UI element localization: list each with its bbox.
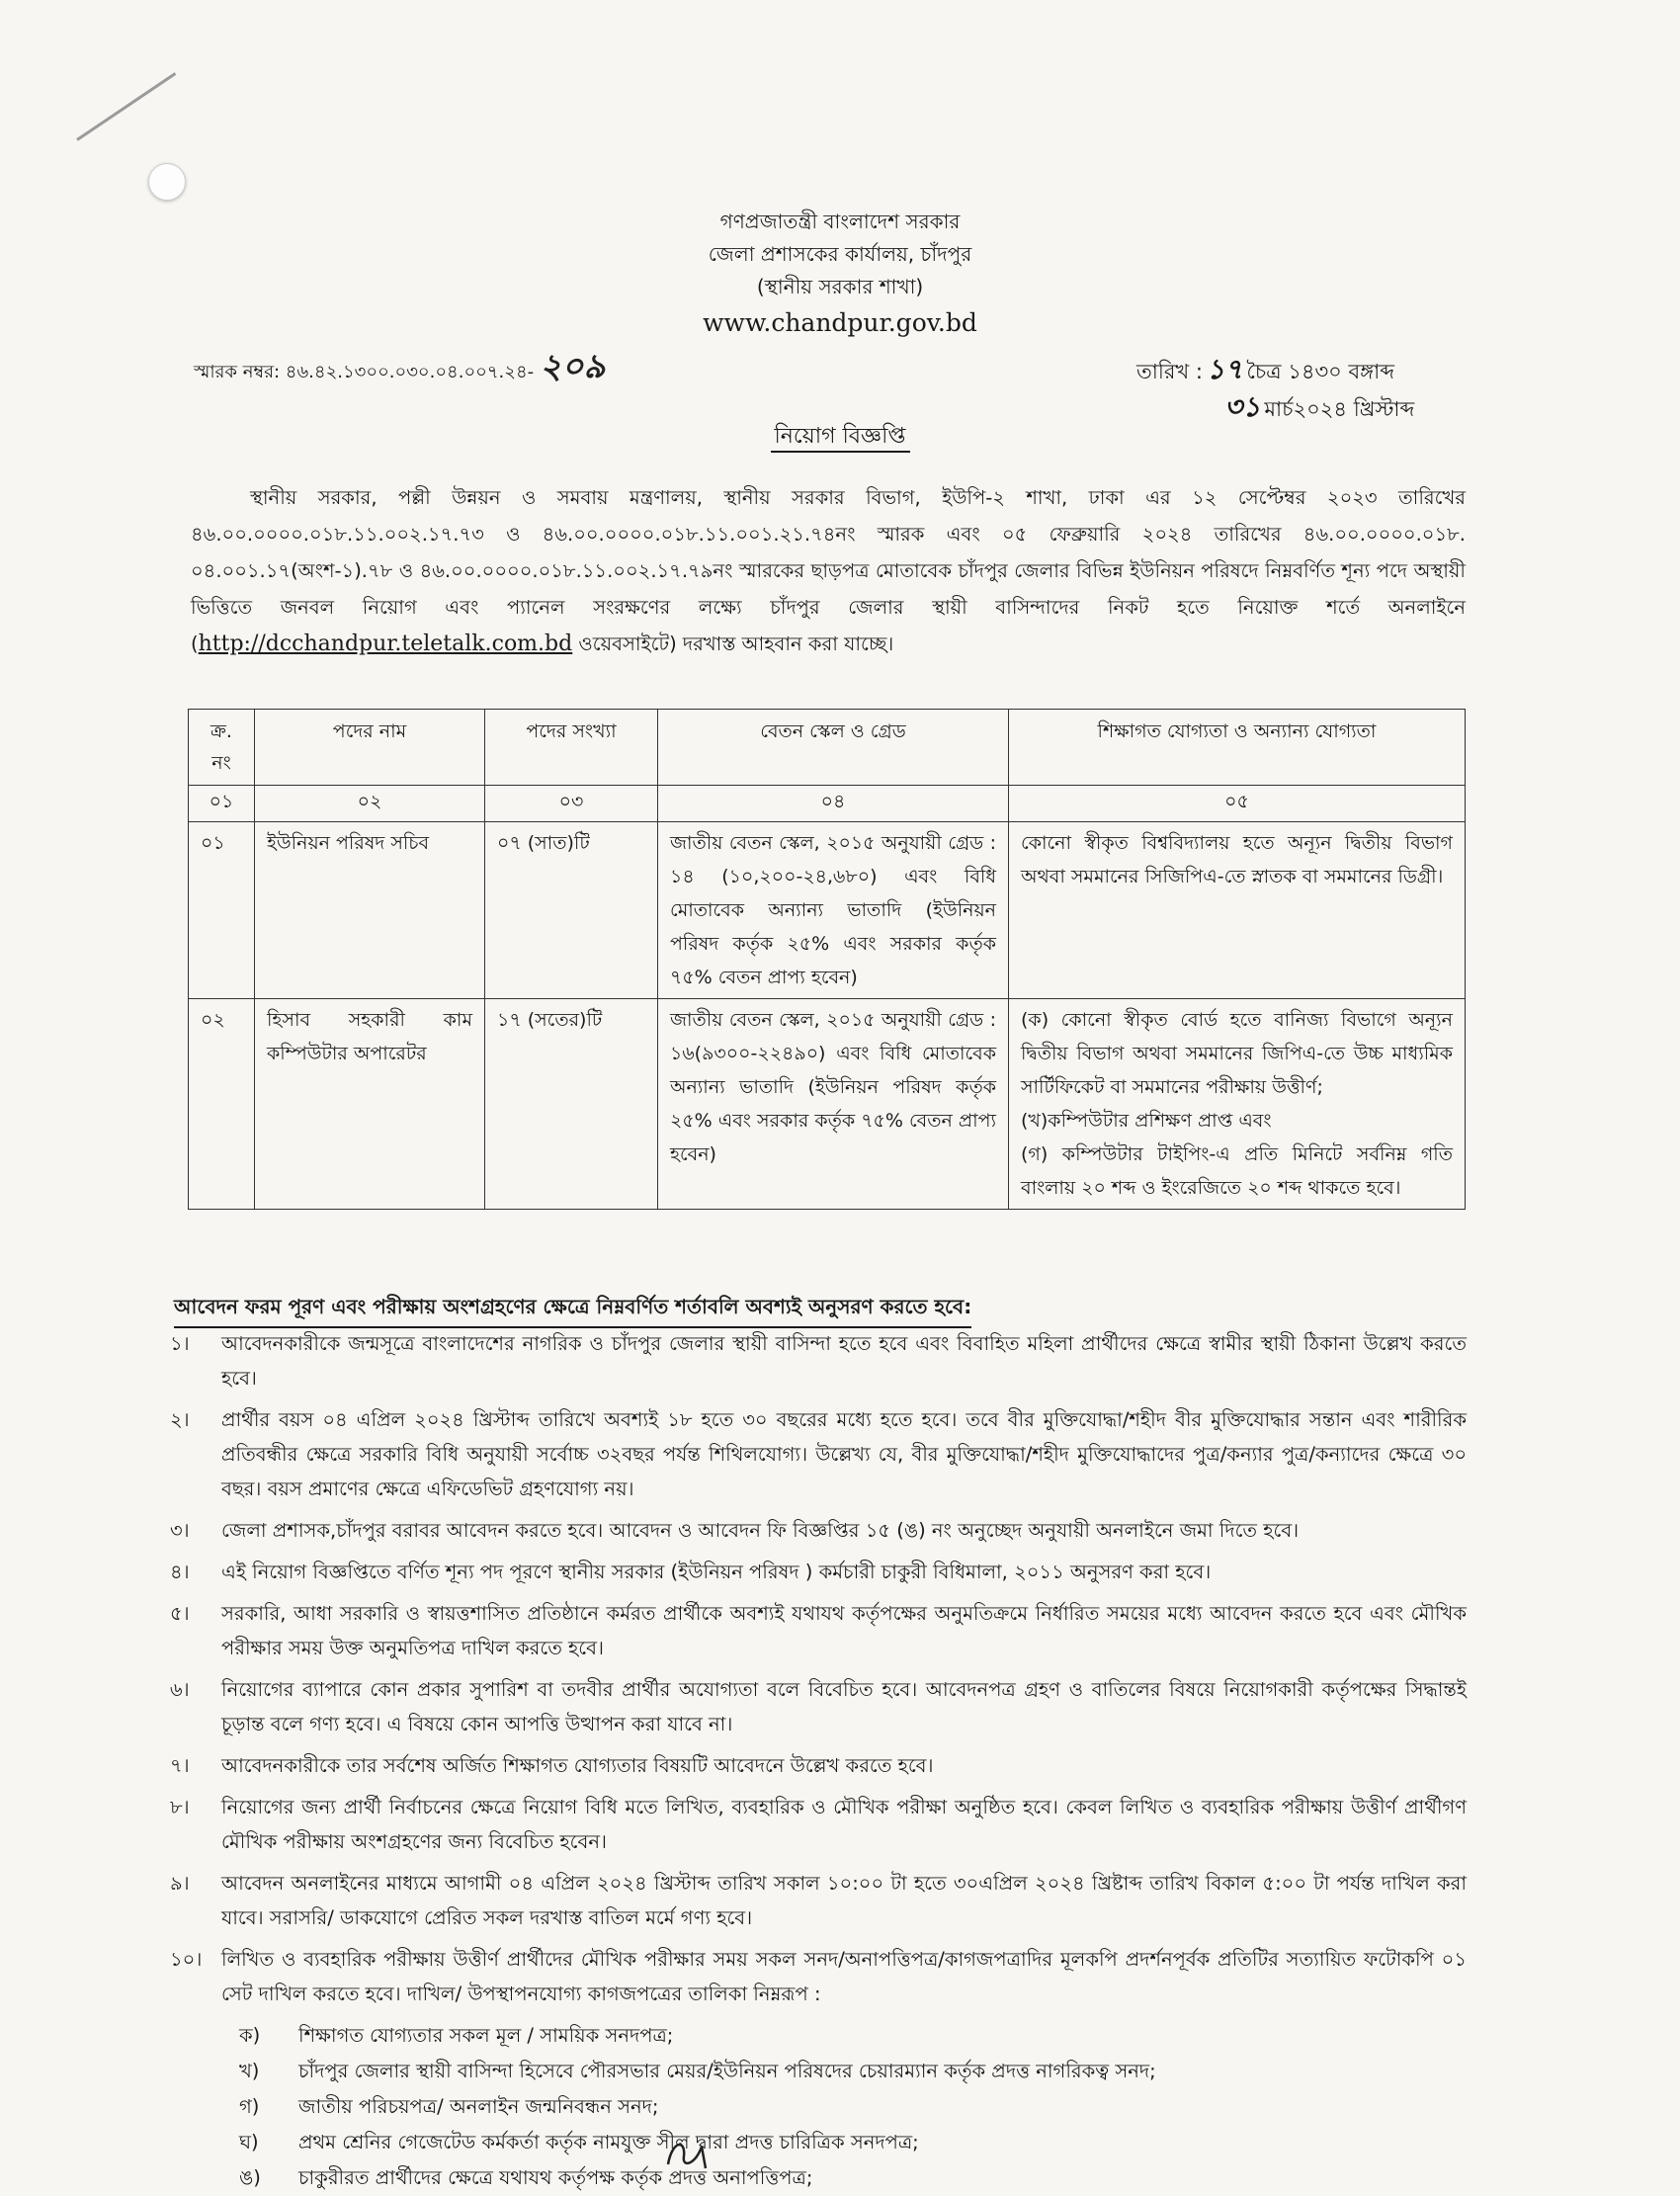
row-qualification: কোনো স্বীকৃত বিশ্ববিদ্যালয় হতে অন্যূন দ্বিতীয় বিভাগ অথবা সমমানের সিজিপিএ-তে স্নাতক বা সমমানের ডিগ্রী।: [1009, 822, 1466, 999]
condition-text: আবেদন অনলাইনের মাধ্যমে আগামী ০৪ এপ্রিল ২০২৪ খ্রিস্টাব্দ তারিখ সকাল ১০:০০ টা হতে ৩০এপ্রিল ২০২৪ খ্রিষ্টাব্দ তারিখ বিকাল ৫:০০ টা পর্যন্ত দাখিল করা যাবে। সরাসরি/ ডাকযোগে প্রেরিত সকল দরখাস্ত বাতিল মর্মে গণ্য হবে।: [221, 1872, 1467, 1929]
document-item: [239, 2054, 1467, 2089]
header-serial: ক্র. নং: [189, 710, 255, 786]
notice-title-text: নিয়োগ বিজ্ঞপ্তি: [771, 424, 910, 453]
scratch-mark: [76, 72, 176, 141]
condition-number: ৯।: [170, 1872, 190, 1895]
document-text: শিক্ষাগত যোগ্যতার সকল মূল / সাময়িক সনদপত্র;: [298, 2024, 674, 2047]
website-link[interactable]: www.chandpur.gov.bd: [703, 308, 977, 337]
document-text: প্রথম শ্রেনির গেজেটেড কর্মকর্তা কর্তৃক নামযুক্ত সীল দ্বারা প্রদত্ত চারিত্রিক সনদপত্র;: [298, 2131, 919, 2154]
document-text: জাতীয় পরিচয়পত্র/ অনলাইন জন্মনিবন্ধন সনদ;: [298, 2095, 659, 2118]
condition-item: [170, 1672, 1467, 1741]
qualification-b: (খ)কম্পিউটার প্রশিক্ষণ প্রাপ্ত এবং: [1021, 1110, 1272, 1132]
condition-text: জেলা প্রশাসক,চাঁদপুর বরাবর আবেদন করতে হবে। আবেদন ও আবেদন ফি বিজ্ঞপ্তির ১৫ (ঙ) নং অনুচ্ছেদ অনুযায়ী অনলাইনে জমা দিতে হবে।: [221, 1519, 1300, 1542]
condition-number: ৫।: [170, 1602, 190, 1625]
header-post-count: পদের সংখ্যা: [485, 710, 658, 786]
header-qualification: শিক্ষাগত যোগ্যতা ও অন্যান্য যোগ্যতা: [1009, 710, 1466, 786]
condition-text: লিখিত ও ব্যবহারিক পরীক্ষায় উত্তীর্ণ প্রার্থীদের মৌখিক পরীক্ষার সময় সকল সনদ/অনাপত্তিপত্র/কাগজপত্রাদির মূলকপি প্রদর্শনপূর্বক প্রতিটির সত্যায়িত ফটোকপি ০১ সেট দাখিল করতে হবে। দাখিল/ উপস্থাপনযোগ্য কাগজপত্রের তালিকা নিম্নরূপ :: [221, 1948, 1467, 2005]
document-item: [239, 2125, 1467, 2160]
table-header-row: [189, 710, 1466, 786]
document-letter: গ): [239, 2095, 260, 2118]
row-post-count: ১৭ (সতের)টি: [485, 999, 658, 1210]
document-text: চাঁদপুর জেলার স্থায়ী বাসিন্দা হিসেবে পৌরসভার মেয়র/ইউনিয়ন পরিষদের চেয়ারম্যান কর্তৃক প্রদত্ত নাগরিকত্ব সনদ;: [298, 2060, 1156, 2082]
govt-name: গণপ্রজাতন্ত্রী বাংলাদেশ সরকার: [719, 210, 961, 233]
condition-item: [170, 1326, 1467, 1395]
condition-item: [170, 1555, 1467, 1589]
date-english-rest: মার্চ২০২৪ খ্রিস্টাব্দ: [1264, 397, 1415, 421]
condition-number: ৪।: [170, 1561, 190, 1583]
condition-text: আবেদনকারীকে তার সর্বশেষ অর্জিত শিক্ষাগত যোগ্যতার বিষয়টি আবেদনে উল্লেখ করতে হবে।: [221, 1754, 934, 1777]
documents-list: [239, 2018, 1467, 2196]
conditions-list: [170, 1326, 1467, 2196]
letterhead: [0, 206, 1680, 343]
col-number: ০৩: [485, 786, 658, 822]
condition-item: [170, 1942, 1467, 2011]
document-letter: ঘ): [239, 2131, 259, 2154]
memo-label: স্মারক নম্বর: ৪৬.৪২.১৩০০.০৩০.০৪.০০৭.২৪-: [194, 362, 535, 382]
condition-number: ৮।: [170, 1796, 190, 1818]
col-number: ০৫: [1009, 786, 1466, 822]
condition-number: ৬।: [170, 1678, 190, 1701]
condition-item: [170, 1790, 1467, 1859]
application-link[interactable]: http://dcchandpur.teletalk.com.bd: [198, 632, 573, 656]
document-letter: ঙ): [239, 2166, 261, 2189]
condition-text: সরকারি, আধা সরকারি ও স্বায়ত্তশাসিত প্রতিষ্ঠানে কর্মরত প্রার্থীকে অবশ্যই যথাযথ কর্তৃপক্ষের অনুমতিক্রমে নির্ধারিত সময়ের মধ্যে আবেদন করতে হবে এবং মৌখিক পরীক্ষার সময় উক্ত অনুমতিপত্র দাখিল করতে হবে।: [221, 1602, 1467, 1659]
punch-hole: [148, 163, 186, 201]
col-number: ০১: [189, 786, 255, 822]
section-name: (স্থানীয় সরকার শাখা): [756, 275, 924, 298]
document-text: চাকুরীরত প্রার্থীদের ক্ষেত্রে যথাযথ কর্তৃপক্ষ কর্তৃক প্রদত্ত অনাপত্তিপত্র;: [298, 2166, 813, 2189]
condition-text: প্রার্থীর বয়স ০৪ এপ্রিল ২০২৪ খ্রিস্টাব্দ তারিখে অবশ্যই ১৮ হতে ৩০ বছরের মধ্যে হতে হবে। তবে বীর মুক্তিযোদ্ধা/শহীদ বীর মুক্তিযোদ্ধার সন্তান এবং শারীরিক প্রতিবন্ধীর ক্ষেত্রে সরকারি বিধি অনুযায়ী সর্বোচ্চ ৩২বছর পর্যন্ত শিথিলযোগ্য। উল্লেখ্য যে, বীর মুক্তিযোদ্ধা/শহীদ মুক্তিযোদ্ধাদের পুত্র/কন্যার পুত্র/কন্যাদের ক্ষেত্রে ৩০ বছর। বয়স প্রমাণের ক্ষেত্রে এফিডেভিট গ্রহণযোগ্য নয়।: [221, 1408, 1467, 1500]
row-pay-scale: জাতীয় বেতন স্কেল, ২০১৫ অনুযায়ী গ্রেড : ১৪ (১০,২০০-২৪,৬৮০) এবং বিধি মোতাবেক অন্যান্য ভাতাদি (ইউনিয়ন পরিষদ কর্তৃক ২৫% এবং সরকার কর্তৃক ৭৫% বেতন প্রাপ্য হবেন): [658, 822, 1009, 999]
row-serial: ০২: [189, 999, 255, 1210]
document-item: [239, 2089, 1467, 2125]
condition-number: ১।: [170, 1332, 190, 1355]
signature-mark: [662, 2135, 721, 2170]
condition-text: নিয়োগের ব্যাপারে কোন প্রকার সুপারিশ বা তদবীর প্রার্থীর অযোগ্যতা বলে বিবেচিত হবে। আবেদনপত্র গ্রহণ ও বাতিলের বিষয়ে নিয়োগকারী কর্তৃপক্ষের সিদ্ধান্তই চূড়ান্ত বলে গণ্য হবে। এ বিষয়ে কোন আপত্তি উত্থাপন করা যাবে না।: [221, 1678, 1467, 1735]
condition-item: [170, 1866, 1467, 1935]
row-post-name: হিসাব সহকারী কাম কম্পিউটার অপারেটর: [255, 999, 485, 1210]
table-number-row: [189, 786, 1466, 822]
document-letter: ক): [239, 2024, 261, 2047]
condition-item: [170, 1596, 1467, 1665]
date-bangla-rest: চৈত্র ১৪৩০ বঙ্গাব্দ: [1246, 360, 1394, 383]
table-row: [189, 822, 1466, 999]
office-name: জেলা প্রশাসকের কার্যালয়, চাঁদপুর: [708, 242, 972, 266]
condition-text: এই নিয়োগ বিজ্ঞপ্তিতে বর্ণিত শূন্য পদ পূরণে স্থানীয় সরকার (ইউনিয়ন পরিষদ ) কর্মচারী চাকুরী বিধিমালা, ২০১১ অনুসরণ করা হবে।: [221, 1561, 1212, 1583]
date-english-day: ৩১: [1224, 390, 1261, 423]
condition-item: [170, 1513, 1467, 1548]
condition-number: ৭।: [170, 1754, 190, 1777]
row-qualification: [1009, 999, 1466, 1210]
posts-table: [188, 709, 1466, 1210]
date-label: তারিখ :: [1136, 360, 1203, 383]
memo-number: [194, 341, 605, 397]
intro-paragraph: [191, 479, 1466, 662]
intro-after: ওয়েবসাইটে) দরখাস্ত আহবান করা যাচ্ছে।: [572, 633, 894, 655]
header-post-name: পদের নাম: [255, 710, 485, 786]
row-pay-scale: জাতীয় বেতন স্কেল, ২০১৫ অনুযায়ী গ্রেড : ১৬(৯৩০০-২২৪৯০) এবং বিধি মোতাবেক অন্যান্য ভাতাদি (ইউনিয়ন পরিষদ কর্তৃক ২৫% এবং সরকার কর্তৃক ৭৫% বেতন প্রাপ্য হবেন): [658, 999, 1009, 1210]
row-post-name: ইউনিয়ন পরিষদ সচিব: [255, 822, 485, 999]
date-bangla-day: ১৭: [1206, 353, 1243, 385]
condition-number: ৩।: [170, 1519, 190, 1542]
notice-title: [0, 419, 1680, 456]
condition-number: ২।: [170, 1408, 190, 1431]
col-number: ০২: [255, 786, 485, 822]
qualification-a: (ক) কোনো স্বীকৃত বোর্ড হতে বানিজ্য বিভাগে অন্যূন দ্বিতীয় বিভাগ অথবা সমমানের জিপিএ-তে উচ্চ মাধ্যমিক সার্টিফিকেট বা সমমানের পরীক্ষায় উত্তীর্ণ;: [1021, 1009, 1453, 1098]
document-letter: খ): [239, 2060, 260, 2082]
conditions-heading: আবেদন ফরম পূরণ এবং পরীক্ষায় অংশগ্রহণের ক্ষেত্রে নিম্নবর্ণিত শর্তাবলি অবশ্যই অনুসরণ করতে হবে:: [174, 1293, 971, 1328]
condition-item: [170, 1748, 1467, 1783]
document-item: [239, 2160, 1467, 2196]
date-block: [1136, 348, 1414, 423]
condition-text: নিয়োগের জন্য প্রার্থী নির্বাচনের ক্ষেত্রে নিয়োগ বিধি মতে লিখিত, ব্যবহারিক ও মৌখিক পরীক্ষা অনুষ্ঠিত হবে। কেবল লিখিত ও ব্যবহারিক পরীক্ষায় উত্তীর্ণ প্রার্থীগণ মৌখিক পরীক্ষায় অংশগ্রহণের জন্য বিবেচিত হবেন।: [221, 1796, 1467, 1853]
intro-text: স্থানীয় সরকার, পল্লী উন্নয়ন ও সমবায় মন্ত্রণালয়, স্থানীয় সরকার বিভাগ, ইউপি-২ শাখা, ঢাকা এর ১২ সেপ্টেম্বর ২০২৩ তারিখের ৪৬.০০.০০০০.০১৮.১১.০০২.১৭.৭৩ ও ৪৬.০০.০০০০.০১৮.১১.০০১.২১.৭৪নং স্মারক এবং ০৫ ফেব্রুয়ারি ২০২৪ তারিখের ৪৬.০০.০০০০.০১৮. ০৪.০০১.১৭(অংশ-১).৭৮ ও ৪৬.০০.০০০০.০১৮.১১.০০২.১৭.৭৯নং স্মারকের ছাড়পত্র মোতাবেক চাঁদপুর জেলার বিভিন্ন ইউনিয়ন পরিষদে নিম্নবর্ণিত শূন্য পদে অস্থায়ী ভিত্তিতে জনবল নিয়োগ এবং প্যানেল সংরক্ষণের লক্ষ্যে চাঁদপুর জেলার স্থায়ী বাসিন্দাদের নিকট হতে নিয়োক্ত শর্তে অনলাইনে (: [191, 486, 1466, 655]
document-item: [239, 2018, 1467, 2054]
table-row: [189, 999, 1466, 1210]
qualification-c: (গ) কম্পিউটার টাইপিং-এ প্রতি মিনিটে সর্বনিম্ন গতি বাংলায় ২০ শব্দ ও ইংরেজিতে ২০ শব্দ থাকতে হবে।: [1021, 1143, 1453, 1199]
row-post-count: ০৭ (সাত)টি: [485, 822, 658, 999]
col-number: ০৪: [658, 786, 1009, 822]
header-pay-scale: বেতন স্কেল ও গ্রেড: [658, 710, 1009, 786]
condition-item: [170, 1402, 1467, 1506]
condition-number: ১০।: [170, 1948, 203, 1971]
row-serial: ০১: [189, 822, 255, 999]
condition-text: আবেদনকারীকে জন্মসূত্রে বাংলাদেশের নাগরিক ও চাঁদপুর জেলার স্থায়ী বাসিন্দা হতে হবে এবং বিবাহিত মহিলা প্রার্থীদের ক্ষেত্রে স্বামীর স্থায়ী ঠিকানা উল্লেখ করতে হবে।: [221, 1332, 1467, 1390]
memo-handwritten-number: ২০৯: [540, 347, 606, 386]
